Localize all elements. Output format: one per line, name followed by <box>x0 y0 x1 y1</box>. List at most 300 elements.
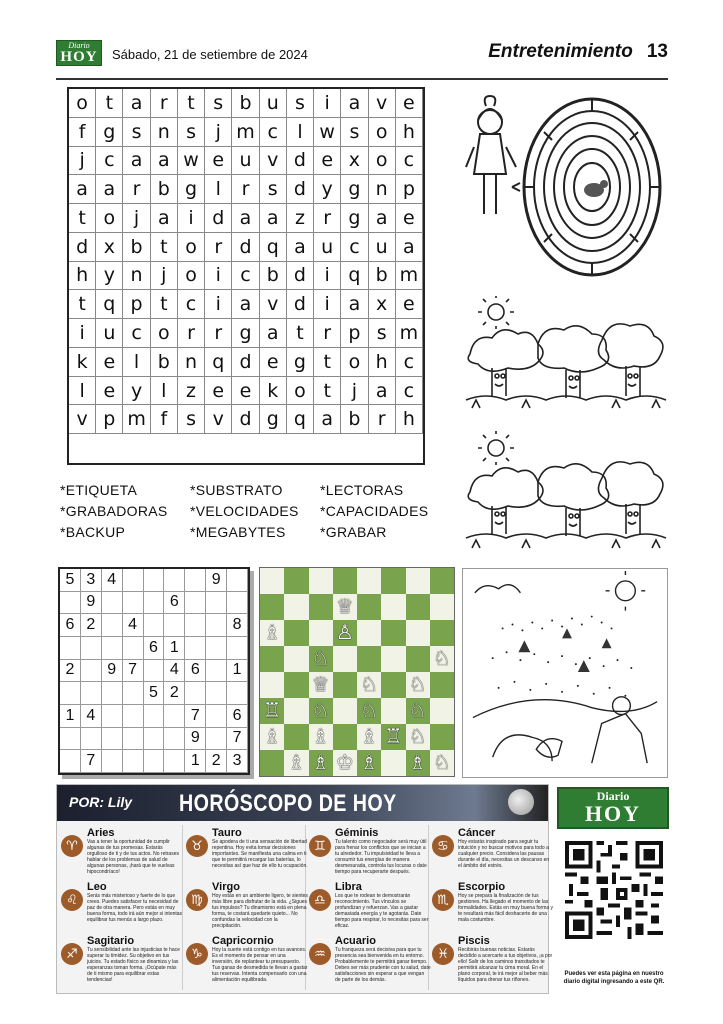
chess-square: ♗ <box>260 620 284 646</box>
word-search-cell: g <box>341 175 368 204</box>
word-search-cell: b <box>341 405 368 434</box>
chess-square: ♗ <box>357 724 381 750</box>
chess-square <box>333 646 357 672</box>
sudoku-cell <box>206 614 227 637</box>
sudoku-cell: 9 <box>185 728 206 751</box>
word-search-cell: o <box>369 147 396 176</box>
word-search-cell: p <box>123 290 150 319</box>
chess-square: ♘ <box>357 672 381 698</box>
word-search-cell: v <box>260 147 287 176</box>
word-search-cell: r <box>314 319 341 348</box>
zodiac-name: Géminis <box>335 827 379 839</box>
sudoku-grid <box>58 567 250 775</box>
word-search-cell: m <box>123 405 150 434</box>
sudoku-cell: 1 <box>164 637 185 660</box>
word-search-cell: v <box>369 89 396 118</box>
word-search-cell: t <box>314 377 341 406</box>
word-search-cell: g <box>96 118 123 147</box>
word-search-cell: c <box>96 147 123 176</box>
word-search-cell: h <box>69 262 96 291</box>
word-search-cell: t <box>287 319 314 348</box>
chess-square <box>333 724 357 750</box>
word-search-cell: b <box>123 233 150 262</box>
sudoku-cell: 4 <box>102 569 123 592</box>
word-search-cell: i <box>314 262 341 291</box>
word-search-cell: s <box>369 319 396 348</box>
chess-square <box>260 672 284 698</box>
trees-illustration-2 <box>462 430 670 554</box>
word-search-cell: x <box>341 147 368 176</box>
chess-square: ♘ <box>406 672 430 698</box>
chess-square: ♗ <box>284 750 308 776</box>
chess-square: ♗ <box>260 724 284 750</box>
zodiac-text: Tu franqueza será decisiva para que tu presencia sea bienvenida en tu entorno. Probablemente te permitirá ganar tiempo. Debes ser más prudente con tu salud, date satisfacciones sin esperar a que vengan de parte de los demás. <box>335 947 431 983</box>
chess-square <box>260 594 284 620</box>
sudoku-cell <box>227 592 248 615</box>
sudoku-cell <box>164 705 185 728</box>
word-search-cell: g <box>341 204 368 233</box>
chess-square <box>284 698 308 724</box>
chess-square <box>430 724 454 750</box>
word-search-cell: t <box>69 204 96 233</box>
word-search-cell: d <box>232 233 259 262</box>
word-search-cell: a <box>396 233 423 262</box>
word-search-cell: e <box>314 147 341 176</box>
word-search-cell: i <box>314 89 341 118</box>
word-search-cell: a <box>151 147 178 176</box>
chess-square <box>357 646 381 672</box>
sudoku-cell: 1 <box>227 660 248 683</box>
word-search-cell: h <box>396 405 423 434</box>
word-search-cell: b <box>260 262 287 291</box>
word-search-cell: q <box>341 262 368 291</box>
word-search-word: *CAPACIDADES <box>320 503 429 519</box>
word-search-cell: v <box>205 405 232 434</box>
horoscope-banner <box>57 785 548 821</box>
chess-square: ♙ <box>333 620 357 646</box>
chess-square: ♗ <box>357 750 381 776</box>
word-search-cell: l <box>151 377 178 406</box>
word-search-cell: e <box>232 377 259 406</box>
maze-illustration <box>462 92 670 292</box>
zodiac-text: Serás más misterioso y fuerte de lo que crees. Puedes satisfacer tu necesidad de paz de otra manera. Pero estás en muy buena forma, todo irá aún mejor si intentas equilibrar tus menús a largo plazo. <box>87 893 183 923</box>
word-search-cell: i <box>205 262 232 291</box>
qr-code-icon <box>565 841 663 939</box>
zodiac-text: Tu talento como negociador será muy útil para frenar los conflictos que se inician a tu alrededor. Tu impulsividad te lleva a consumir tus energías de manera desmesurada, controla tus locuras o date tiempo para recuperarte después. <box>335 839 427 875</box>
zodiac-virgo <box>186 881 309 939</box>
word-search-cell: o <box>69 89 96 118</box>
sudoku-cell: 9 <box>81 592 102 615</box>
zodiac-text: Hoy la suerte está contigo en tus avances. Es el momento de pensar en una inversión, de replantear tu presupuesto. Tus ganas de desmedida te llevan a gastar tus reservas. Intenta compensarlo con una alimentación equilibrada. <box>212 947 308 983</box>
word-search-cell: r <box>205 319 232 348</box>
sudoku-cell <box>123 750 144 773</box>
word-search-cell: c <box>232 262 259 291</box>
word-search-cell: u <box>260 89 287 118</box>
sudoku-cell <box>144 750 165 773</box>
sudoku-cell <box>206 637 227 660</box>
chess-square <box>309 568 333 594</box>
word-search-cell: l <box>287 118 314 147</box>
sudoku-cell <box>185 682 206 705</box>
chess-square: ♘ <box>309 698 333 724</box>
chess-square <box>406 620 430 646</box>
word-search-cell: v <box>69 405 96 434</box>
word-search-cell: i <box>205 290 232 319</box>
chess-square <box>357 620 381 646</box>
qr-logo-small-text: Diario <box>596 789 630 803</box>
chess-square <box>381 568 405 594</box>
qr-caption: Puedes ver esta página en nuestro diario digital ingresando a este QR. <box>563 971 665 985</box>
word-search-cell: b <box>151 175 178 204</box>
word-search-cell: p <box>396 175 423 204</box>
word-search-cell: a <box>260 319 287 348</box>
word-search-cell: m <box>396 319 423 348</box>
zodiac-name: Cáncer <box>458 827 496 839</box>
zodiac-text: Hoy estás en un ambiente ligero, te sientes más libre para disfrutar de la vida. ¿Sigues tus impulsos? Tu dinamismo está en plena forma, te costará quedarte quieto... No confundas la velocidad con la precipitación. <box>212 893 308 929</box>
sudoku-cell: 5 <box>144 682 165 705</box>
word-search-cell: q <box>205 348 232 377</box>
word-search-cell: t <box>151 290 178 319</box>
sudoku-cell <box>60 637 81 660</box>
word-search-cell: o <box>96 204 123 233</box>
sudoku-cell <box>144 569 165 592</box>
word-search-cell: a <box>341 290 368 319</box>
sudoku-cell <box>102 614 123 637</box>
word-search-cell: q <box>260 233 287 262</box>
qr-code[interactable] <box>565 841 663 965</box>
word-search-word: *MEGABYTES <box>190 524 286 540</box>
zodiac-capricornio <box>186 935 309 993</box>
word-search-cell: a <box>260 204 287 233</box>
sudoku-cell <box>144 660 165 683</box>
zodiac-aries <box>61 827 184 885</box>
sudoku-cell <box>102 705 123 728</box>
sudoku-cell <box>81 660 102 683</box>
word-search-cell: j <box>123 204 150 233</box>
word-search-cell: o <box>151 319 178 348</box>
chess-square <box>284 568 308 594</box>
sudoku-cell <box>206 660 227 683</box>
word-search-cell: w <box>314 118 341 147</box>
chess-square: ♗ <box>309 724 333 750</box>
zodiac-name: Escorpio <box>458 881 506 893</box>
zodiac-glyph-icon: ♋ <box>432 835 454 857</box>
sudoku-cell <box>60 750 81 773</box>
word-search-cell: t <box>178 89 205 118</box>
word-search-cell: h <box>369 348 396 377</box>
zodiac-leo <box>61 881 184 939</box>
sudoku-cell <box>185 592 206 615</box>
sudoku-cell <box>102 637 123 660</box>
chess-square <box>357 594 381 620</box>
zodiac-glyph-icon: ♐ <box>61 943 83 965</box>
zodiac-name: Tauro <box>212 827 242 839</box>
connect-dots-drawing <box>463 569 667 777</box>
sudoku-cell <box>102 750 123 773</box>
sudoku-cell <box>60 682 81 705</box>
sudoku-cell: 7 <box>81 750 102 773</box>
sudoku-cell <box>164 728 185 751</box>
word-search-cell: t <box>96 89 123 118</box>
zodiac-cancer <box>432 827 555 885</box>
word-search-cell: h <box>396 118 423 147</box>
word-search-word: *GRABADORAS <box>60 503 168 519</box>
sudoku-cell <box>144 614 165 637</box>
word-search-cell: t <box>314 348 341 377</box>
section-title <box>488 41 668 63</box>
word-search-cell: c <box>396 147 423 176</box>
word-search-cell: u <box>96 319 123 348</box>
word-search-grid <box>67 87 425 465</box>
word-search-cell: a <box>369 204 396 233</box>
word-search-cell: a <box>232 204 259 233</box>
chess-square <box>333 698 357 724</box>
word-search-cell: b <box>369 262 396 291</box>
sudoku-cell <box>206 682 227 705</box>
chess-square: ♔ <box>333 750 357 776</box>
word-search-cell: p <box>341 319 368 348</box>
sudoku-cell: 3 <box>81 569 102 592</box>
word-search-cell: e <box>260 348 287 377</box>
zodiac-text: Vas a tener la oportunidad de cumplir algunas de tus promesas. Estarás orgulloso de ti y de tus actos. No retrases hablar de los problemas de salud de algunas personas, ¡hará que te vuelvas hipocondríaco! <box>87 839 179 875</box>
zodiac-name: Libra <box>335 881 362 893</box>
word-search-cell: z <box>178 377 205 406</box>
sudoku-cell: 6 <box>185 660 206 683</box>
zodiac-glyph-icon: ♍ <box>186 889 208 911</box>
word-search-cell: n <box>151 118 178 147</box>
horoscope-author: POR: Lily <box>69 794 133 810</box>
word-search-cell: l <box>123 348 150 377</box>
word-search-cell: z <box>287 204 314 233</box>
sudoku-cell: 2 <box>60 660 81 683</box>
page-header <box>56 38 668 80</box>
word-search-cell: m <box>232 118 259 147</box>
zodiac-glyph-icon: ♌ <box>61 889 83 911</box>
sudoku-cell <box>102 592 123 615</box>
zodiac-escorpio <box>432 881 555 939</box>
word-search-cell: t <box>151 233 178 262</box>
chess-square <box>309 620 333 646</box>
chess-square <box>381 646 405 672</box>
word-search-cell: r <box>178 319 205 348</box>
word-search-cell: a <box>123 147 150 176</box>
chess-square <box>284 646 308 672</box>
connect-dots-illustration <box>462 568 668 778</box>
sudoku-cell: 2 <box>206 750 227 773</box>
word-search-cell: s <box>287 89 314 118</box>
word-search-cell: g <box>287 348 314 377</box>
word-search-cell: x <box>369 290 396 319</box>
word-search-cell: w <box>178 147 205 176</box>
chess-square <box>284 620 308 646</box>
sudoku-cell <box>206 592 227 615</box>
word-search-cell: a <box>369 377 396 406</box>
word-search-cell: q <box>287 405 314 434</box>
word-search-cell: a <box>123 89 150 118</box>
zodiac-libra <box>309 881 432 939</box>
chess-square <box>381 698 405 724</box>
word-search-cell: m <box>396 262 423 291</box>
word-search-cell: o <box>369 118 396 147</box>
word-search-cell: o <box>178 262 205 291</box>
chess-square <box>357 568 381 594</box>
sudoku-cell: 4 <box>81 705 102 728</box>
sudoku-cell: 6 <box>144 637 165 660</box>
sudoku-cell <box>206 728 227 751</box>
trees-drawing-2 <box>462 430 670 554</box>
word-search-cell: r <box>151 89 178 118</box>
zodiac-glyph-icon: ♊ <box>309 835 331 857</box>
zodiac-name: Leo <box>87 881 107 893</box>
chess-square <box>260 568 284 594</box>
word-search-cell: u <box>369 233 396 262</box>
zodiac-glyph-icon: ♏ <box>432 889 454 911</box>
word-search-cell: a <box>314 405 341 434</box>
word-search-cell: j <box>151 262 178 291</box>
zodiac-acuario <box>309 935 432 993</box>
moon-icon <box>508 789 534 815</box>
word-search-cell: f <box>151 405 178 434</box>
word-search-cell: c <box>178 290 205 319</box>
word-search-cell: a <box>69 175 96 204</box>
word-search-cell: d <box>69 233 96 262</box>
chess-square <box>381 750 405 776</box>
chess-square: ♘ <box>430 750 454 776</box>
word-search-cell: d <box>232 405 259 434</box>
word-search-cell: e <box>205 147 232 176</box>
sudoku-cell <box>164 750 185 773</box>
word-search-word: *SUBSTRATO <box>190 482 283 498</box>
sudoku-cell <box>60 592 81 615</box>
word-search-cell: s <box>178 118 205 147</box>
word-search-cell: y <box>96 262 123 291</box>
chess-square <box>430 620 454 646</box>
word-search-word: *GRABAR <box>320 524 387 540</box>
sudoku-cell <box>144 592 165 615</box>
trees-illustration-1 <box>462 296 670 414</box>
sudoku-cell: 7 <box>123 660 144 683</box>
word-search-cell: e <box>396 290 423 319</box>
word-search-cell: e <box>205 377 232 406</box>
word-search-cell: s <box>341 118 368 147</box>
word-search-cell: j <box>341 377 368 406</box>
sudoku-cell <box>185 637 206 660</box>
word-search-cell: k <box>69 348 96 377</box>
sudoku-cell: 4 <box>164 660 185 683</box>
chess-square <box>333 672 357 698</box>
word-search-cell: a <box>287 233 314 262</box>
zodiac-text: Tu sensibilidad ante las injusticias te hace superar tu timidez. Su objetivo en tus juicios. Tu estado físico se dinamiza y las esperanzas toman forma. ¡Ocúpate más de ti mismo para equilibrar estas tendencias! <box>87 947 180 983</box>
sudoku-cell <box>185 569 206 592</box>
word-search-cell: l <box>69 377 96 406</box>
sudoku-cell <box>164 569 185 592</box>
chess-square <box>406 646 430 672</box>
word-search-cell: y <box>314 175 341 204</box>
section-name: Entretenimiento <box>488 41 633 62</box>
maze-drawing <box>462 92 670 292</box>
word-search-cell: g <box>260 405 287 434</box>
sudoku-cell: 7 <box>185 705 206 728</box>
word-search-cell: e <box>396 204 423 233</box>
chess-square <box>430 672 454 698</box>
logo-big-text: HOY <box>60 49 98 65</box>
zodiac-name: Acuario <box>335 935 376 947</box>
sudoku-cell <box>102 728 123 751</box>
word-search-cell: e <box>96 348 123 377</box>
sudoku-cell <box>81 728 102 751</box>
zodiac-glyph-icon: ♑ <box>186 943 208 965</box>
word-search-cell: p <box>96 405 123 434</box>
chess-square: ♘ <box>430 646 454 672</box>
word-search-cell: v <box>260 290 287 319</box>
chess-square: ♗ <box>309 750 333 776</box>
word-search-cell: c <box>396 348 423 377</box>
sudoku-cell <box>185 614 206 637</box>
word-search-word: *ETIQUETA <box>60 482 138 498</box>
word-search-cell: j <box>69 147 96 176</box>
chess-square <box>406 594 430 620</box>
sudoku-cell: 7 <box>227 728 248 751</box>
sudoku-cell <box>123 569 144 592</box>
word-search-cell: u <box>232 147 259 176</box>
zodiac-name: Virgo <box>212 881 240 893</box>
zodiac-text: Hoy estarás inspirado para seguir tu intuición y no buscar motivos para todo a cualquier precio. Considera las pausas durante el día, necesitas un descanso en el ámbito del estrés. <box>458 839 550 869</box>
sudoku-cell <box>60 728 81 751</box>
sudoku-cell <box>81 682 102 705</box>
chess-square <box>284 724 308 750</box>
word-search-cell: r <box>314 204 341 233</box>
chess-square <box>333 568 357 594</box>
zodiac-text: Recibirás buenas noticias. Estarás decidido a acercarte a tus objetivos, ¡a por ello! Salir de los caminos transitados te permitirá alcanzar tu cima moral. En el plano corporal, te irá mejor al beber más líquidos para drenar tus riñones. <box>458 947 553 983</box>
zodiac-tauro <box>186 827 309 885</box>
sudoku-cell: 9 <box>206 569 227 592</box>
word-search-word: *BACKUP <box>60 524 126 540</box>
word-search-cell: d <box>287 290 314 319</box>
sudoku-cell <box>227 569 248 592</box>
word-search-cell: a <box>151 204 178 233</box>
word-search-list <box>60 482 460 540</box>
word-search-cell: d <box>205 204 232 233</box>
word-search-cell: s <box>178 405 205 434</box>
sudoku-cell <box>144 705 165 728</box>
chess-square <box>284 594 308 620</box>
zodiac-text: Hoy se prepara la finalización de tus gestiones. Ha llegado el momento de las formalidades. Estás en muy buena forma y te resultará más fácil deshacerte de una mala costumbre. <box>458 893 554 923</box>
word-search-cell: n <box>178 348 205 377</box>
word-search-cell: l <box>205 175 232 204</box>
word-search-cell: d <box>287 175 314 204</box>
sudoku-cell <box>144 728 165 751</box>
word-search-cell: y <box>123 377 150 406</box>
word-search-cell: b <box>151 348 178 377</box>
word-search-cell: s <box>260 175 287 204</box>
word-search-cell: c <box>396 377 423 406</box>
sudoku-cell <box>123 705 144 728</box>
word-search-cell: n <box>123 262 150 291</box>
word-search-cell: c <box>260 118 287 147</box>
sudoku-cell <box>102 682 123 705</box>
zodiac-name: Piscis <box>458 935 490 947</box>
chess-square: ♘ <box>406 698 430 724</box>
sudoku-cell: 2 <box>81 614 102 637</box>
chess-square <box>260 646 284 672</box>
word-search-cell: s <box>123 118 150 147</box>
word-search-cell: i <box>178 204 205 233</box>
word-search-cell: x <box>96 233 123 262</box>
word-search-cell: f <box>69 118 96 147</box>
sudoku-cell <box>123 728 144 751</box>
sudoku-cell <box>123 637 144 660</box>
diario-hoy-logo <box>56 40 102 66</box>
